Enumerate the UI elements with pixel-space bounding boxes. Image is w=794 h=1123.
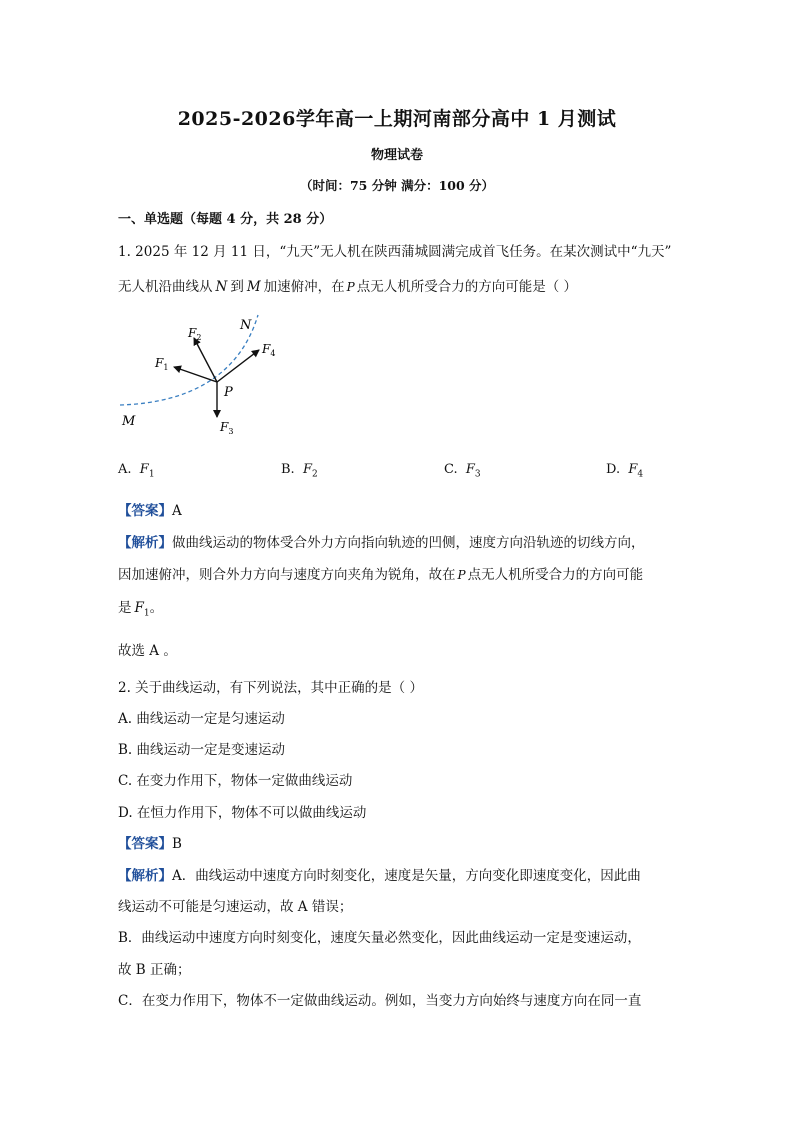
q1-option-d[interactable]	[606, 462, 643, 480]
var-f: F	[134, 600, 144, 616]
q2-analysis-line2: 线运动不可能是匀速运动，故 A 错误；	[118, 899, 353, 915]
q2-analysis-line1	[118, 864, 641, 884]
label-n: N	[240, 318, 252, 333]
answer-tag: 【答案】	[118, 503, 172, 519]
option-sub: 4	[637, 469, 644, 480]
q1-text: 点无人机所受合力的方向可能是（ ）	[356, 279, 578, 295]
analysis-text: 点无人机所受合力的方向可能	[467, 567, 644, 583]
option-sub: 1	[148, 469, 155, 480]
q1-analysis-line2	[118, 563, 643, 583]
answer-tag: 【答案】	[118, 836, 172, 852]
exam-info: （时间：75 分钟 满分：100 分）	[299, 178, 495, 193]
q2-stem: 2. 关于曲线运动，有下列说法，其中正确的是（ ）	[118, 680, 423, 696]
q1-option-a[interactable]	[118, 462, 155, 480]
option-var: F	[465, 462, 475, 477]
analysis-text: 做曲线运动的物体受合外力方向指向轨迹的凹侧，速度方向沿轨迹的切线方向，	[172, 535, 645, 551]
option-sub: 2	[311, 469, 318, 480]
q1-text: 无人机沿曲线从	[118, 279, 213, 295]
option-letter: A.	[118, 462, 132, 477]
var-p: P	[346, 280, 355, 294]
option-var: F	[302, 462, 312, 477]
q1-conclusion: 故选 A 。	[118, 643, 177, 659]
q1-stem-line2	[118, 275, 577, 295]
var-f-sub: 1	[143, 608, 150, 619]
label-f4: $F_4$	[262, 342, 276, 358]
q2-analysis-line4: 故 B 正确；	[118, 962, 191, 978]
q1-option-c[interactable]	[444, 462, 481, 480]
label-f1: $F_1$	[155, 356, 169, 372]
q1-text: 到	[230, 279, 244, 295]
q2-option-a[interactable]: A. 曲线运动一定是匀速运动	[118, 711, 285, 727]
option-var: F	[628, 462, 638, 477]
q2-option-c[interactable]: C. 在变力作用下，物体一定做曲线运动	[118, 773, 353, 789]
q1-option-b[interactable]	[281, 462, 318, 480]
analysis-text: 。	[149, 600, 164, 616]
q2-option-b[interactable]: B. 曲线运动一定是变速运动	[118, 742, 286, 758]
var-p: P	[457, 568, 466, 582]
analysis-tag: 【解析】	[118, 868, 172, 884]
analysis-text: 是	[118, 600, 132, 616]
var-m: M	[246, 279, 261, 295]
label-p: P	[224, 385, 233, 400]
force-arrow-f4	[217, 350, 259, 382]
analysis-tag: 【解析】	[118, 535, 172, 551]
option-letter: D.	[606, 462, 621, 477]
exam-subject: 物理试卷	[370, 148, 423, 163]
analysis-text: 因加速俯冲，则合外力方向与速度方向夹角为锐角，故在	[118, 567, 456, 583]
label-f2: $F_2$	[188, 326, 202, 342]
q1-answer	[118, 499, 182, 519]
q1-force-diagram	[110, 305, 300, 440]
section-heading: 一、单选题（每题 4 分，共 28 分）	[118, 212, 333, 227]
option-letter: C.	[444, 462, 458, 477]
analysis-text: A．曲线运动中速度方向时刻变化，速度是矢量，方向变化即速度变化，因此曲	[172, 868, 641, 884]
q2-analysis-line3: B．曲线运动中速度方向时刻变化，速度矢量必然变化，因此曲线运动一定是变速运动，	[118, 930, 641, 946]
answer-value: A	[172, 503, 182, 519]
label-f3: $F_3$	[220, 420, 234, 436]
exam-title: 2025-2026学年高一上期河南部分高中 1 月测试	[177, 108, 617, 130]
q1-analysis-line1	[118, 531, 645, 551]
var-n: N	[215, 279, 228, 295]
q1-text: 加速俯冲，在	[263, 279, 345, 295]
option-sub: 3	[474, 469, 481, 480]
answer-value: B	[172, 836, 182, 852]
q1-stem-line1: 1. 2025 年 12 月 11 日，“九天”无人机在陕西蒲城圆满完成首飞任务。在某次测试中“九天”	[118, 244, 672, 260]
q2-option-d[interactable]: D. 在恒力作用下，物体不可以做曲线运动	[118, 805, 367, 821]
option-letter: B.	[281, 462, 295, 477]
q2-answer	[118, 832, 182, 852]
option-var: F	[139, 462, 149, 477]
label-m: M	[122, 414, 136, 429]
q1-analysis-line3	[118, 596, 163, 619]
q2-analysis-line5: C．在变力作用下，物体不一定做曲线运动。例如，当变力方向始终与速度方向在同一直	[118, 993, 642, 1009]
